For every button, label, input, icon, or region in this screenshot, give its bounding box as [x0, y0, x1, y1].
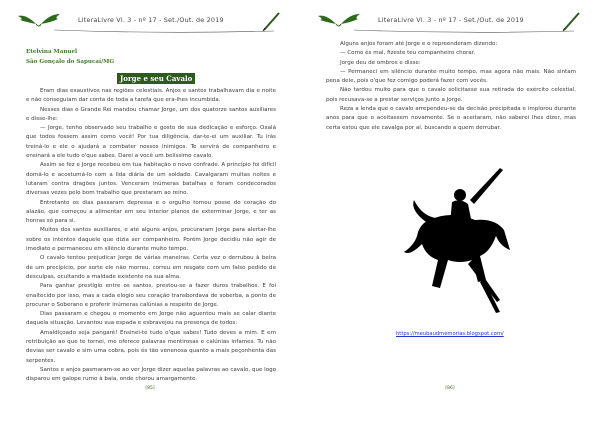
paragraph: Dias passaram e chegou o momento em Jorge não aguentou mais se calar diante daquela situação. Levantou sua espada e esbravejou na presença de todos: [26, 311, 276, 327]
paragraph: — Como és mal, fizeste teu companheiro chorar. [340, 50, 476, 57]
paragraph: O cavalo tentou prejudicar Jorge de várias maneiras. Certa vez o derrubou à beira de um precipício, por sorte ele não morreu, correu em resgate com um falso pedido de desculpas, ocultando a maldade existente na sua alma. [26, 255, 276, 280]
paragraph: Alguns anjos foram até Jorge e o repreenderam dizendo: [340, 41, 498, 47]
author-location: São Gonçalo do Sapucaí/MG [26, 59, 115, 65]
paragraph: Para ganhar prestígio entre os santos, prestou-se a fazer duros trabalhos. E foi enaltecido por isso, mas a cada elogio seu coração transbordava de soberba, a ponto de procurar o Soberano e proferir inúmeras calúnias a respeito de Jorge. [26, 283, 276, 308]
story-text [26, 87, 276, 385]
paragraph: Santos e anjos pasmaram-se ao ver Jorge dizer aquelas palavras ao cavalo, que logo disparou em galope rumo à baía, onde chorou amargamente. [26, 366, 276, 383]
header-title: LiteraLivre Vl. 3 - nº 17 - Set./Out. de 2019 [378, 16, 524, 24]
paragraph: Amaldiçoado seja pangaré! Ensinei-te tudo o'que sabes! Tudo deves a mim. E em retribuição ao que te tornei, me oferece palavras mentirosas e calúnias infames. Tu não devias ser cavalo e sim uma cobra, pois és tão venenosa quanto a mais peçonhenta das serpentes. [26, 329, 276, 364]
paragraph: Eram dias exaustivos nas regiões celestiais. Anjos e santos trabalhavam dia e noite e não conseguiam dar conta de toda a tarefa que era-lhes incumbida. [26, 88, 276, 104]
paragraph: Assim se fez e Jorge recebeu em tua habitação o novo confrade. A princípio foi difícil domá-lo e acostumá-lo com a lida diária de um soldado. Cavalgaram muitas noites e lutaram contra dragões juntos. Venceram inúmeras batalhas e foram condecorados diversas vezes pelo bom trabalho que prestaram ao reino. [26, 162, 276, 197]
story-text [326, 40, 576, 133]
story-title: Jorge e seu Cavalo [117, 73, 195, 84]
page-number: [85] [145, 386, 155, 391]
paragraph: — Permaneci em silêncio durante muito tempo, mas agora não mais. Não sintam pena dele, pois o'que fez comigo poderá fazer com vocês. [326, 68, 576, 85]
pen-icon [562, 10, 582, 32]
paragraph: Muitos dos santos auxiliares, e até alguns anjos, procuraram Jorge para alertar-lhe sobre os intentos daquele que dizia ser companheiro. Porém Jorge decidiu não agir de imediato e permaneceu em silêncio durante muito tempo. [26, 227, 276, 253]
page-header [14, 10, 286, 32]
paragraph: Nesses dias o Grande Rei mandou chamar Jorge, um dos quatorze santos auxiliares e disse-lhe: [26, 106, 276, 122]
pen-icon [262, 10, 282, 32]
saint-george-silhouette [400, 160, 520, 315]
page-header [314, 10, 586, 32]
header-title: LiteraLivre Vl. 3 - nº 17 - Set./Out. de 2019 [78, 16, 224, 24]
paragraph: Reza a lenda que o cavalo arrependeu-se da decisão precipitada e implorou durante anos para que o aceitassem novamente. Se o aceitaram, não saberei lhes dizer, mas certa estou que ele cavalga por aí, buscando a quem derrubar. [326, 106, 576, 131]
paragraph: Não tardou muito para que o cavalo solicitasse sua retirada do exército celestial, pois recusava-se a prestar serviços junto a Jorge. [326, 87, 576, 103]
paragraph: Jorge deu de ombros e disse: [340, 59, 421, 66]
header-swoosh [54, 28, 274, 34]
blog-link[interactable]: https://meubaudmemorias.blogspot.com/ [396, 331, 504, 337]
paragraph: — Jorge, tenho observado seu trabalho e gosto de sua dedicação e esforço. Oxalá que todos fossem assim como você! Por tua diligência, dar-te-ei um auxiliar. Tu irás treiná-lo e ele o ajudará a combater nossos inimigos. Te servirá de companheiro e ensinará a ele tudo o'que sabes. Darei a você um belíssimo cavalo. [26, 125, 276, 160]
author-name: Etelvina Manuel [26, 49, 78, 55]
page-number: [86] [445, 386, 455, 391]
paragraph: Entretanto os dias passaram depressa e o orgulho tomou posse do coração do alazão, que começou a alimentar em seu interior planos de exterminar Jorge, e ter as honras só para si. [26, 199, 276, 225]
header-swoosh [354, 28, 574, 34]
